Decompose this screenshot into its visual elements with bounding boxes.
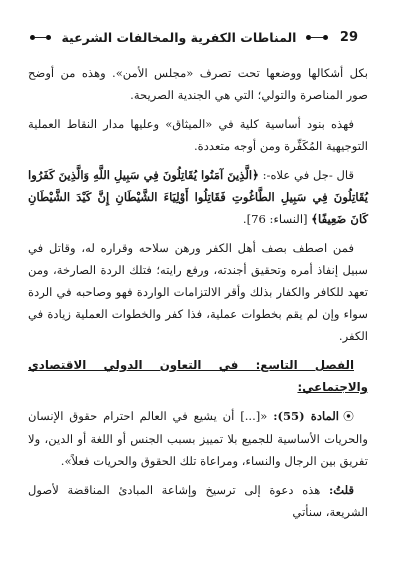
paragraph-6 [28, 479, 368, 523]
page-header [30, 26, 370, 48]
quran-verse: ﴿الَّذِينَ آمَنُوا يُقَاتِلُونَ فِي سَبِيلِ اللَّهِ وَالَّذِينَ كَفَرُوا يُقَاتِلُونَ فِي سَبِيلِ الطَّاغُوتِ فَقَاتِلُوا أَوْلِيَاءَ الشَّيْطَانِ إِنَّ كَيْدَ الشَّيْطَانِ كَانَ ضَعِيفًا﴾ [28, 168, 368, 226]
article-text: «[...] أن يشيع في العالم احترام حقوق الإنسان والحريات الأساسية للجميع بلا تمييز بسبب الجنس أو اللغة أو الدين، ولا تفريق بين الرجال والنساء، ومراعاة تلك الحقوق والحريات فعلاً». [28, 409, 368, 468]
paragraph-4: فمن اصطف بصف أهل الكفر ورهن سلاحه وقراره له، وقاتل في سبيل إنفاذ أمره وتحقيق أجندته، ورفع رايته؛ فتلك الردة الصارخة، ومن تعهد للكافر والكفار بذلك وأقر الالتزامات الواردة فهو وصاحبه في الردة سواء وإن لم يقم بخطوات عملية، فذا كفر والخطوات العملية زيادة في الكفر. [28, 241, 368, 343]
paragraph-5 [28, 405, 368, 472]
paragraph-1: بكل أشكالها ووضعها تحت تصرف «مجلس الأمن». وهذه من أوضح صور المناصرة والتولي؛ التي هي الجندية الصريحة. [28, 66, 368, 102]
article-label: المادة (55): [273, 409, 339, 423]
header-ornament-line [30, 32, 51, 42]
note-text: هذه دعوة إلى ترسيخ وإشاعة المبادئ المناقضة لأصول الشريعة، سنأتي [28, 483, 368, 519]
ornament-dot-icon [323, 35, 328, 40]
section-heading [28, 354, 368, 398]
page-number: 29 [339, 29, 358, 45]
bullet-circle-icon: ⦿ [343, 410, 354, 423]
verse-reference: [النساء: 76]. [242, 212, 312, 226]
section-heading-text: الفصل التاسع: في التعاون الدولي الاقتصادي والاجتماعي: [28, 358, 368, 394]
header-ornament-line [306, 32, 327, 42]
running-header-title: المناطات الكفرية والمخالفات الشرعية [61, 29, 297, 45]
paragraph-3 [28, 164, 368, 230]
ornament-dot-icon [46, 35, 51, 40]
note-label: قلتُ: [328, 483, 354, 497]
ornament-dot-icon [306, 35, 311, 40]
quote-intro: قال -جل في علاه-: [258, 168, 354, 182]
ornament-dot-icon [30, 35, 35, 40]
paragraph-2: فهذه بنود أساسية كلية في «الميثاق» وعليها مدار النقاط العملية التوجيهية المُكَفِّرة ومن أوجه متعددة. [28, 117, 368, 153]
page-body [28, 62, 368, 530]
